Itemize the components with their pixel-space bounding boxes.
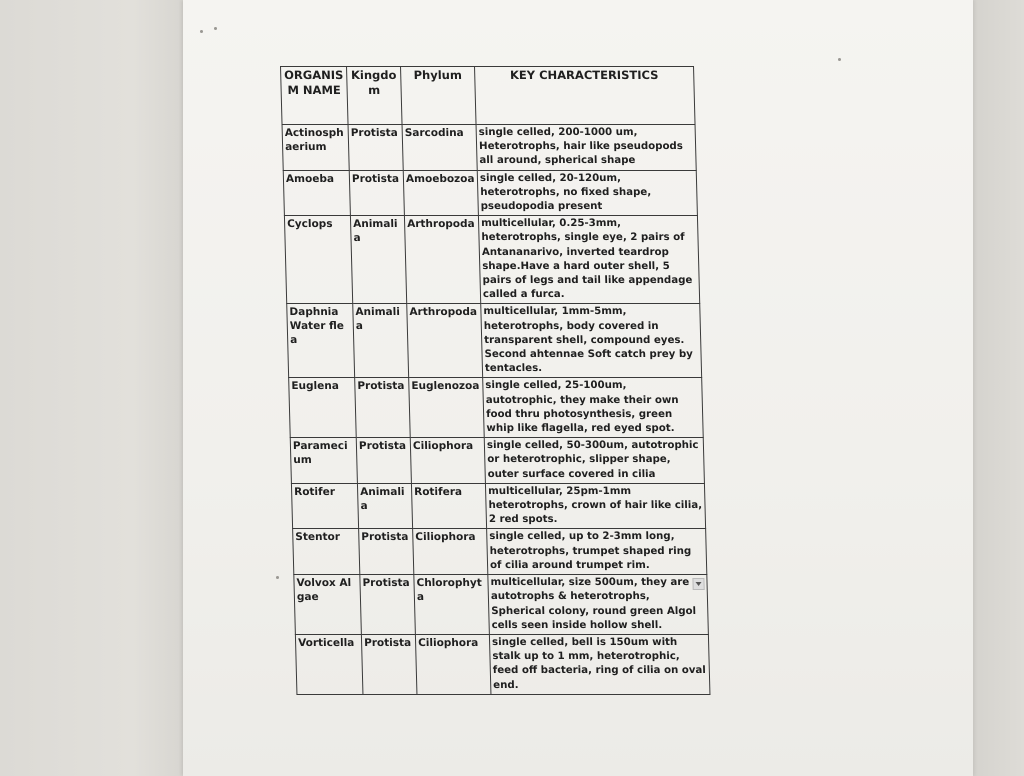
- cell-organism: Cyclops: [284, 216, 352, 304]
- cell-kingdom: Protista: [361, 634, 417, 694]
- organism-chart: [280, 66, 710, 695]
- cell-phylum: Chlorophyta: [414, 575, 490, 635]
- cell-key-text: multicellular, size 500um, they are autotrophs & heterotrophs, Spherical colony, round green Algol cells seen inside hollow shell.: [490, 577, 697, 631]
- cell-organism: Actinosphaerium: [282, 125, 349, 171]
- paper-speck: [276, 576, 279, 579]
- cell-organism: Volvox Algae: [294, 575, 362, 635]
- cell-kingdom: Protista: [360, 575, 416, 635]
- cell-phylum: Euglenozoa: [409, 378, 485, 438]
- cell-kingdom: Protista: [359, 529, 414, 575]
- cell-kingdom: Protista: [348, 125, 403, 171]
- table-header-row: [281, 67, 696, 125]
- header-organism-name: ORGANISM NAME: [281, 67, 349, 125]
- table-row: [293, 529, 707, 575]
- wall-speck: [200, 30, 203, 33]
- wall-left: [0, 0, 190, 776]
- cell-key-characteristics: multicellular, 1mm-5mm, heterotrophs, body covered in transparent shell, compound eyes. Second ahtennae Soft catch prey by tentacles.: [481, 304, 702, 378]
- cell-key-characteristics: multicellular, 0.25-3mm, heterotrophs, single eye, 2 pairs of Antananarivo, inverted teardrop shape.Have a hard outer shell, 5 pairs of legs and tail like appendage called a furca.: [478, 216, 699, 304]
- cell-kingdom: Animalia: [357, 483, 412, 529]
- cell-phylum: Ciliophora: [410, 438, 485, 484]
- cell-phylum: Ciliophora: [415, 634, 491, 694]
- cell-kingdom: Protista: [356, 438, 411, 484]
- cell-organism: Daphnia Water flea: [287, 304, 355, 378]
- cell-key-characteristics: [488, 575, 709, 635]
- cell-kingdom: Protista: [349, 170, 404, 216]
- cell-key-characteristics: single celled, 50-300um, autotrophic or heterotrophic, slipper shape, outer surface covered in cilia: [484, 438, 704, 484]
- organism-table: [280, 66, 710, 695]
- dropdown-arrow-icon: [692, 578, 704, 590]
- cell-phylum: Arthropoda: [404, 216, 480, 304]
- cell-phylum: Amoebozoa: [403, 170, 478, 216]
- cell-organism: Paramecium: [290, 438, 357, 484]
- header-kingdom: Kingdom: [347, 67, 403, 125]
- cell-kingdom: Animalia: [350, 216, 406, 304]
- header-key-characteristics: KEY CHARACTERISTICS: [475, 67, 696, 125]
- table-row: [282, 125, 696, 171]
- table-row: [283, 170, 697, 216]
- header-phylum: Phylum: [401, 67, 477, 125]
- cell-organism: Amoeba: [283, 170, 350, 216]
- table-row: [287, 304, 702, 378]
- cell-organism: Vorticella: [295, 634, 363, 694]
- cell-key-characteristics: single celled, 20-120um, heterotrophs, no fixed shape, pseudopodia present: [477, 170, 697, 216]
- table-row: [289, 378, 704, 438]
- cell-key-characteristics: single celled, 200-1000 um, Heterotrophs, hair like pseudopods all around, spherical shape: [476, 125, 696, 171]
- cell-organism: Stentor: [293, 529, 360, 575]
- cell-organism: Rotifer: [291, 483, 358, 529]
- cell-key-characteristics: single celled, 25-100um, autotrophic, they make their own food thru photosynthesis, green whip like flagella, red eyed spot.: [483, 378, 704, 438]
- cell-phylum: Ciliophora: [413, 529, 488, 575]
- cell-phylum: Arthropoda: [407, 304, 483, 378]
- cell-kingdom: Protista: [355, 378, 411, 438]
- cell-kingdom: Animalia: [353, 304, 409, 378]
- cell-phylum: Sarcodina: [402, 125, 477, 171]
- cell-key-characteristics: single celled, bell is 150um with stalk up to 1 mm, heterotrophic, feed off bacteria, ring of cilia on oval end.: [489, 634, 710, 694]
- cell-organism: Euglena: [289, 378, 357, 438]
- wall-right: [964, 0, 1024, 776]
- cell-key-characteristics: single celled, up to 2-3mm long, heterotrophs, trumpet shaped ring of cilia around trumpet rim.: [487, 529, 707, 575]
- cell-key-characteristics: multicellular, 25pm-1mm heterotrophs, crown of hair like cilia, 2 red spots.: [485, 483, 705, 529]
- paper-speck: [838, 58, 841, 61]
- wall-speck: [214, 27, 217, 30]
- table-row: [284, 216, 699, 304]
- cell-phylum: Rotifera: [411, 483, 486, 529]
- table-row: [295, 634, 710, 694]
- table-row: [290, 438, 704, 484]
- table-row: [294, 575, 709, 635]
- table-row: [291, 483, 705, 529]
